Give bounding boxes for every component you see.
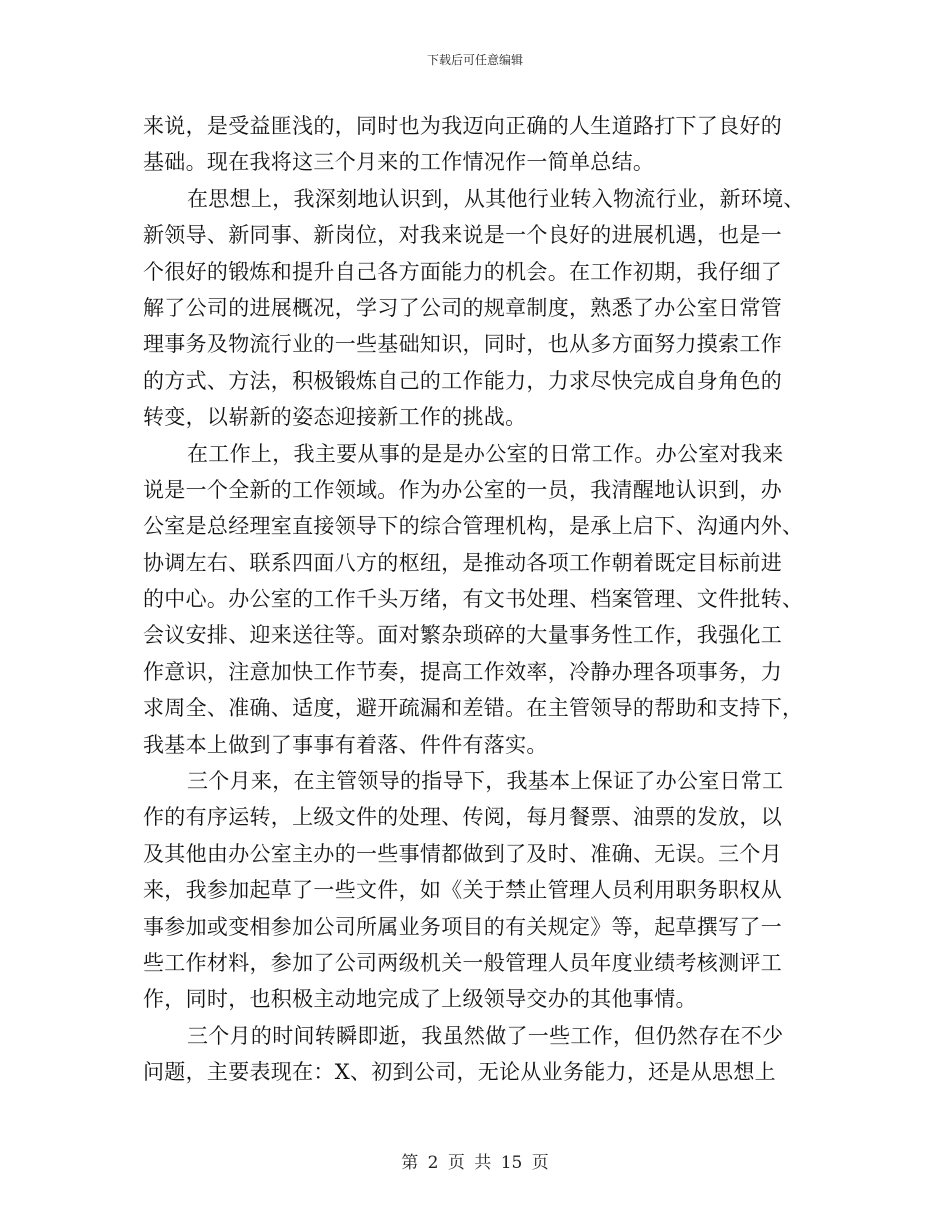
body-text-line: 我基本上做到了事事有着落、件件有落实。 bbox=[143, 732, 548, 757]
body-text-line: 作意识，注意加快工作节奏，提高工作效率，冷静办理各项事务，力 bbox=[143, 659, 782, 684]
body-text-line: 新领导、新同事、新岗位，对我来说是一个良好的进展机遇，也是一 bbox=[143, 223, 782, 248]
body-text-line: 转变，以崭新的姿态迎接新工作的挑战。 bbox=[143, 405, 527, 430]
body-text-line: 协调左右、联系四面八方的枢纽，是推动各项工作朝着既定目标前进 bbox=[143, 550, 782, 575]
page-number-footer: 第 2 页 共 15 页 bbox=[401, 1153, 549, 1173]
body-text-line: 三个月的时间转瞬即逝，我虽然做了一些工作，但仍然存在不少 bbox=[187, 1023, 784, 1048]
body-text-line: 三个月来，在主管领导的指导下，我基本上保证了办公室日常工 bbox=[187, 769, 784, 794]
body-text-line: 事参加或变相参加公司所属业务项目的有关规定》等，起草撰写了一 bbox=[143, 914, 782, 939]
body-text-line: 及其他由办公室主办的一些事情都做到了及时、准确、无误。三个月 bbox=[143, 841, 782, 866]
body-text-line: 在工作上，我主要从事的是是办公室的日常工作。办公室对我来 bbox=[187, 441, 784, 466]
body-text-line: 解了公司的进展概况，学习了公司的规章制度，熟悉了办公室日常管 bbox=[143, 295, 782, 320]
body-text-line: 来说，是受益匪浅的，同时也为我迈向正确的人生道路打下了良好的 bbox=[143, 114, 782, 138]
body-text-line: 些工作材料，参加了公司两级机关一般管理人员年度业绩考核测评工 bbox=[143, 950, 782, 975]
body-text-line: 会议安排、迎来送往等。面对繁杂琐碎的大量事务性工作，我强化工 bbox=[143, 623, 782, 648]
body-text-line: 的方式、方法，积极锻炼自己的工作能力，力求尽快完成自身角色的 bbox=[143, 368, 782, 393]
document-body bbox=[143, 108, 807, 1091]
body-text-line: 来，我参加起草了一些文件，如《关于禁止管理人员利用职务职权从 bbox=[143, 878, 782, 903]
body-text-line: 说是一个全新的工作领域。作为办公室的一员，我清醒地认识到，办 bbox=[143, 477, 782, 502]
body-text-line: 理事务及物流行业的一些基础知识，同时，也从多方面努力摸索工作 bbox=[143, 332, 782, 357]
body-text-line: 个很好的锻炼和提升自己各方面能力的机会。在工作初期，我仔细了 bbox=[143, 259, 782, 284]
body-text-line: 基础。现在我将这三个月来的工作情况作一简单总结。 bbox=[143, 150, 655, 175]
body-text-line: 求周全、准确、适度，避开疏漏和差错。在主管领导的帮助和支持下， bbox=[143, 696, 804, 721]
body-text-line: 在思想上，我深刻地认识到，从其他行业转入物流行业，新环境、 bbox=[187, 186, 805, 211]
body-text-line: 作的有序运转，上级文件的处理、传阅，每月餐票、油票的发放，以 bbox=[143, 805, 782, 830]
body-text-line: 的中心。办公室的工作千头万绪，有文书处理、档案管理、文件批转、 bbox=[143, 587, 804, 612]
body-text-line: 问题，主要表现在：X、初到公司，无论从业务能力，还是从思想上 bbox=[143, 1060, 776, 1085]
body-text-line: 作，同时，也积极主动地完成了上级领导交办的其他事情。 bbox=[143, 987, 697, 1012]
body-text-line: 公室是总经理室直接领导下的综合管理机构，是承上启下、沟通内外、 bbox=[143, 514, 804, 539]
page-header: 下载后可任意编辑 bbox=[426, 53, 523, 67]
